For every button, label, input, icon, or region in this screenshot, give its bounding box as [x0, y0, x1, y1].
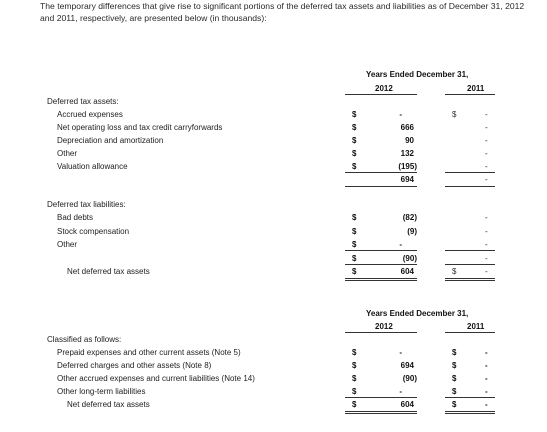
value-2012: - — [399, 387, 402, 396]
value-2011: - — [485, 227, 488, 236]
dollar-sign: $ — [352, 110, 357, 119]
row-label: Accrued expenses — [57, 110, 123, 119]
subtotal-line-2012 — [345, 250, 417, 251]
value-2012: (9) — [407, 227, 417, 236]
net-value-2011: - — [485, 400, 488, 409]
value-2012: - — [399, 240, 402, 249]
value-2012: - — [399, 348, 402, 357]
net-value-2012: 604 — [400, 267, 414, 276]
assets-total-2011: - — [485, 175, 488, 184]
subtotal-line-2011 — [445, 172, 495, 173]
column-header-2012: 2012 — [375, 84, 393, 93]
double-underline-2012 — [345, 280, 417, 281]
header-underline-2011 — [445, 332, 495, 333]
dollar-sign: $ — [352, 374, 357, 383]
value-2012: 666 — [400, 123, 414, 132]
value-2011: - — [485, 374, 488, 383]
value-2011: - — [485, 162, 488, 171]
subtotal-line-2012 — [345, 397, 417, 398]
dollar-sign: $ — [352, 240, 357, 249]
subtotal-line-2011 — [445, 397, 495, 398]
row-label: Stock compensation — [57, 227, 130, 236]
double-underline-2012 — [345, 278, 417, 279]
net-value-2012: 604 — [400, 400, 414, 409]
liabilities-total-2011: - — [485, 254, 488, 263]
dollar-sign: $ — [352, 227, 357, 236]
dollar-sign-2011: $ — [452, 348, 457, 357]
value-2012: (82) — [402, 213, 417, 222]
row-label: Bad debts — [57, 213, 94, 222]
row-label: Other — [57, 240, 78, 249]
period-header: Years Ended December 31, — [366, 309, 469, 318]
value-2011: - — [485, 136, 488, 145]
value-2012: 90 — [405, 136, 414, 145]
double-underline-2011 — [445, 413, 495, 414]
header-underline-2011 — [445, 94, 495, 95]
dollar-sign: $ — [352, 361, 357, 370]
total-line-2012 — [345, 186, 417, 187]
double-underline-2011 — [445, 278, 495, 279]
dollar-sign: $ — [352, 213, 357, 222]
value-2012: 132 — [400, 149, 414, 158]
value-2011: - — [485, 387, 488, 396]
classified-heading: Classified as follows: — [47, 335, 122, 344]
dollar-sign: $ — [352, 136, 357, 145]
header-underline-2012 — [345, 332, 417, 333]
subtotal-line-2012 — [345, 264, 417, 265]
dollar-sign: $ — [352, 162, 357, 171]
total-line-2011 — [445, 186, 495, 187]
intro-paragraph: The temporary differences that give rise to significant portions of the deferred tax assets and liabilities as of December 31, 2012 and 2011, respectively, are presented below (in thousands): — [40, 1, 525, 23]
value-2012: (90) — [402, 374, 417, 383]
dollar-sign-2011: $ — [452, 361, 457, 370]
dollar-sign: $ — [352, 387, 357, 396]
dollar-sign: $ — [352, 254, 357, 263]
dollar-sign: $ — [352, 267, 357, 276]
row-label: Net operating loss and tax credit carryforwards — [57, 123, 223, 132]
double-underline-2012 — [345, 413, 417, 414]
subtotal-line-2011 — [445, 264, 495, 265]
double-underline-2012 — [345, 411, 417, 412]
row-label: Valuation allowance — [57, 162, 128, 171]
double-underline-2011 — [445, 280, 495, 281]
dollar-sign-2011: $ — [452, 374, 457, 383]
value-2011: - — [485, 123, 488, 132]
subtotal-line-2011 — [445, 250, 495, 251]
dollar-sign-2011: $ — [452, 387, 457, 396]
value-2011: - — [485, 348, 488, 357]
liabilities-heading: Deferred tax liabilities: — [47, 200, 126, 209]
subtotal-line-2012 — [345, 172, 417, 173]
row-label: Other — [57, 149, 78, 158]
net-value-2011: - — [485, 267, 488, 276]
dollar-sign-2011: $ — [452, 400, 457, 409]
dollar-sign: $ — [352, 123, 357, 132]
row-label: Depreciation and amortization — [57, 136, 164, 145]
dollar-sign: $ — [352, 149, 357, 158]
column-header-2011: 2011 — [467, 322, 485, 331]
assets-heading: Deferred tax assets: — [47, 97, 119, 106]
row-label: Deferred charges and other assets (Note 8) — [57, 361, 212, 370]
dollar-sign-2011: $ — [452, 110, 457, 119]
net-label: Net deferred tax assets — [67, 400, 150, 409]
value-2012: - — [399, 110, 402, 119]
column-header-2012: 2012 — [375, 322, 393, 331]
header-underline-2012 — [345, 94, 417, 95]
liabilities-total-2012: (90) — [402, 254, 417, 263]
value-2012: 694 — [400, 361, 414, 370]
row-label: Other long-term liabilities — [57, 387, 146, 396]
column-header-2011: 2011 — [467, 84, 485, 93]
dollar-sign: $ — [352, 348, 357, 357]
value-2012: (195) — [398, 162, 417, 171]
net-label: Net deferred tax assets — [67, 267, 150, 276]
assets-total-2012: 694 — [400, 175, 414, 184]
period-header: Years Ended December 31, — [366, 70, 469, 79]
value-2011: - — [485, 110, 488, 119]
value-2011: - — [485, 240, 488, 249]
value-2011: - — [485, 149, 488, 158]
dollar-sign-2011: $ — [452, 267, 457, 276]
dollar-sign: $ — [352, 400, 357, 409]
row-label: Prepaid expenses and other current assets (Note 5) — [57, 348, 241, 357]
double-underline-2011 — [445, 411, 495, 412]
row-label: Other accrued expenses and current liabilities (Note 14) — [57, 374, 255, 383]
value-2011: - — [485, 361, 488, 370]
value-2011: - — [485, 213, 488, 222]
